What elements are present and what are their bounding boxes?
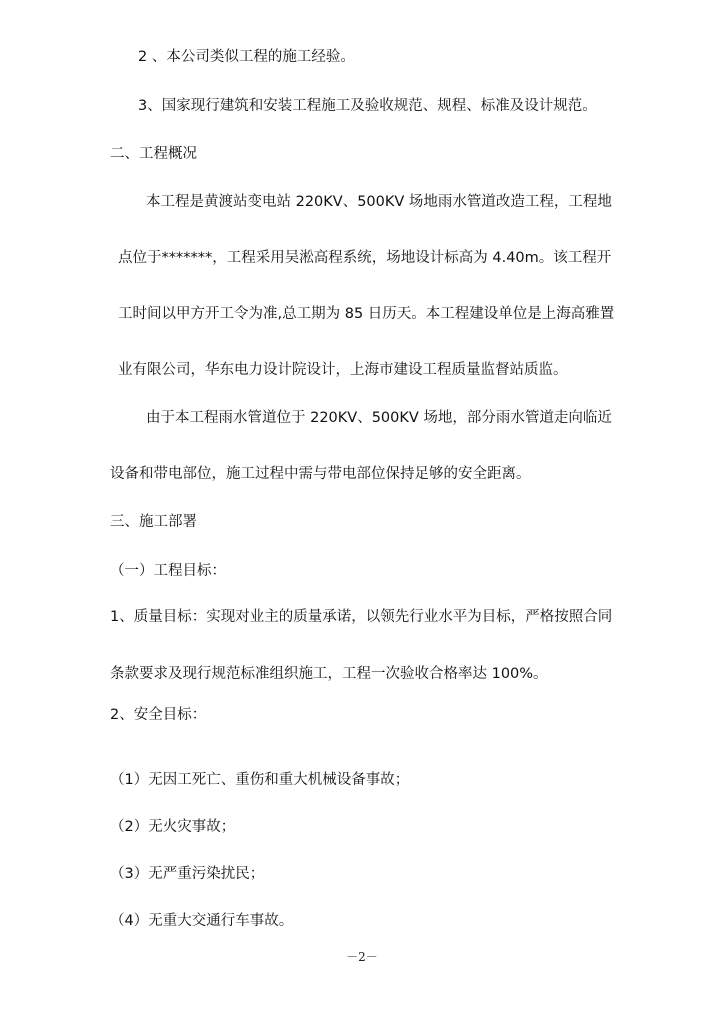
safety-goal-item-1: （1）无因工死亡、重伤和重大机械设备事故； bbox=[110, 772, 410, 788]
quality-goal-line-1: 1、质量目标：实现对业主的质量承诺，以领先行业水平为目标，严格按照合同 bbox=[110, 609, 613, 625]
safety-paragraph-line-1: 由于本工程雨水管道位于 220KV、500KV 场地，部分雨水管道走向临近 bbox=[146, 410, 612, 426]
page-number: －2－ bbox=[346, 950, 378, 964]
overview-paragraph-line-3: 工时间以甲方开工令为准,总工期为 85 日历天。本工程建设单位是上海高雅置 bbox=[118, 306, 615, 322]
safety-goal-heading: 2、安全目标： bbox=[110, 707, 207, 723]
section-heading-construction-deployment: 三、施工部署 bbox=[110, 514, 197, 530]
overview-paragraph-line-4: 业有限公司，华东电力设计院设计，上海市建设工程质量监督站质监。 bbox=[118, 362, 568, 378]
safety-paragraph-line-2: 设备和带电部位，施工过程中需与带电部位保持足够的安全距离。 bbox=[110, 466, 531, 482]
safety-goal-item-2: （2）无火灾事故； bbox=[110, 819, 236, 835]
subheading-project-goals: （一）工程目标： bbox=[110, 563, 226, 579]
overview-paragraph-line-1: 本工程是黄渡站变电站 220KV、500KV 场地雨水管道改造工程，工程地 bbox=[146, 194, 612, 210]
safety-goal-item-3: （3）无严重污染扰民； bbox=[110, 866, 265, 882]
reference-item-2: 2 、本公司类似工程的施工经验。 bbox=[138, 49, 355, 65]
safety-goal-item-4: （4）无重大交通行车事故。 bbox=[110, 913, 294, 929]
overview-paragraph-line-2: 点位于*******，工程采用吴淞高程系统，场地设计标高为 4.40m。该工程开 bbox=[118, 250, 612, 266]
reference-item-3: 3、国家现行建筑和安装工程施工及验收规范、规程、标准及设计规范。 bbox=[138, 98, 597, 114]
section-heading-project-overview: 二、工程概况 bbox=[110, 146, 197, 162]
quality-goal-line-2: 条款要求及现行规范标准组织施工，工程一次验收合格率达 100%。 bbox=[110, 666, 548, 682]
